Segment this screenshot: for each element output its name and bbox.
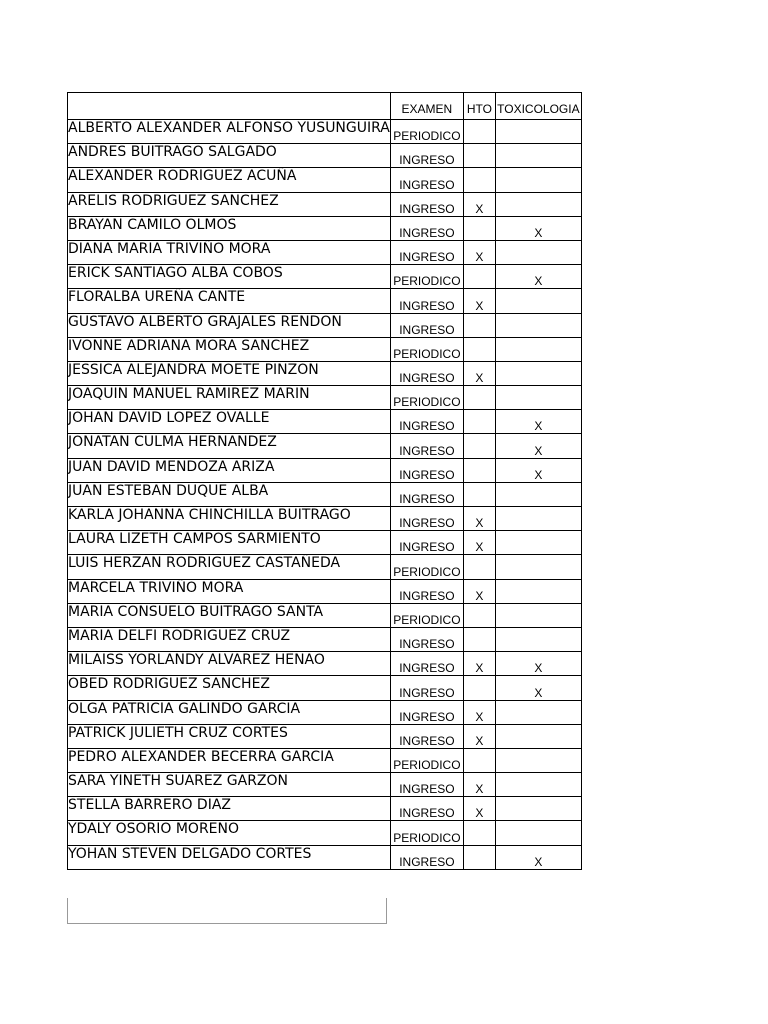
tox-cell[interactable]: X <box>495 216 581 240</box>
exam-cell[interactable]: PERIODICO <box>390 603 463 627</box>
name-cell[interactable]: LAURA LIZETH CAMPOS SARMIENTO <box>68 531 391 555</box>
name-cell[interactable]: ERICK SANTIAGO ALBA COBOS <box>68 265 391 289</box>
tox-cell[interactable] <box>495 797 581 821</box>
tox-cell[interactable] <box>495 168 581 192</box>
name-cell[interactable]: OBED RODRIGUEZ SANCHEZ <box>68 676 391 700</box>
name-cell[interactable]: LUIS HERZAN RODRIGUEZ CASTAÑEDA <box>68 555 391 579</box>
exam-cell[interactable]: INGRESO <box>390 192 463 216</box>
table-row <box>68 240 582 264</box>
table-row <box>68 434 582 458</box>
name-cell[interactable]: IVONNE ADRIANA MORA SANCHEZ <box>68 337 391 361</box>
tox-cell[interactable] <box>495 120 581 144</box>
table-row <box>68 361 582 385</box>
tox-cell[interactable] <box>495 313 581 337</box>
hto-cell[interactable] <box>463 337 495 361</box>
exam-cell[interactable]: INGRESO <box>390 313 463 337</box>
tox-cell[interactable] <box>495 337 581 361</box>
tox-cell[interactable]: X <box>495 434 581 458</box>
hto-cell[interactable] <box>463 434 495 458</box>
name-cell[interactable]: YOHAN STEVEN DELGADO CORTES <box>68 845 391 869</box>
table-row <box>68 337 582 361</box>
tox-cell[interactable]: X <box>495 676 581 700</box>
hto-cell[interactable] <box>463 458 495 482</box>
name-cell[interactable]: STELLA BARRERO DIAZ <box>68 797 391 821</box>
exam-cell[interactable]: INGRESO <box>390 216 463 240</box>
table-row <box>68 676 582 700</box>
table-row <box>68 627 582 651</box>
hto-cell[interactable] <box>463 313 495 337</box>
hto-cell[interactable]: X <box>463 579 495 603</box>
exam-cell[interactable]: PERIODICO <box>390 337 463 361</box>
header-tox-cell[interactable]: TOXICOLOGIA <box>495 93 581 120</box>
name-cell[interactable]: MILAISS YORLANDY ALVAREZ HENAO <box>68 652 391 676</box>
table-row <box>68 724 582 748</box>
tox-cell[interactable] <box>495 627 581 651</box>
exam-cell[interactable]: INGRESO <box>390 676 463 700</box>
exam-cell[interactable]: PERIODICO <box>390 555 463 579</box>
header-hto-cell[interactable]: HTO <box>463 93 495 120</box>
exam-cell[interactable]: INGRESO <box>390 700 463 724</box>
table-row <box>68 289 582 313</box>
table-row <box>68 482 582 506</box>
hto-cell[interactable] <box>463 627 495 651</box>
name-cell[interactable]: KARLA JOHANNA CHINCHILLA BUITRAGO <box>68 507 391 531</box>
hto-cell[interactable]: X <box>463 724 495 748</box>
name-cell[interactable]: FLORALBA UREÑA CANTE <box>68 289 391 313</box>
name-cell[interactable]: MARCELA TRIVIÑO MORA <box>68 579 391 603</box>
tox-cell[interactable]: X <box>495 410 581 434</box>
hto-cell[interactable] <box>463 168 495 192</box>
exam-cell[interactable]: INGRESO <box>390 652 463 676</box>
table-row <box>68 773 582 797</box>
table-row <box>68 120 582 144</box>
hto-cell[interactable]: X <box>463 289 495 313</box>
tox-cell[interactable] <box>495 821 581 845</box>
tox-cell[interactable]: X <box>495 652 581 676</box>
exam-cell[interactable]: PERIODICO <box>390 821 463 845</box>
hto-cell[interactable] <box>463 821 495 845</box>
table-row <box>68 845 582 869</box>
name-cell[interactable]: JUAN DAVID MENDOZA ARIZA <box>68 458 391 482</box>
table-row <box>68 603 582 627</box>
hto-cell[interactable] <box>463 555 495 579</box>
tox-cell[interactable]: X <box>495 458 581 482</box>
tox-cell[interactable] <box>495 603 581 627</box>
exam-cell[interactable]: INGRESO <box>390 845 463 869</box>
tox-cell[interactable] <box>495 386 581 410</box>
exam-cell[interactable]: PERIODICO <box>390 748 463 772</box>
name-cell[interactable]: JONATAN CULMA HERNANDEZ <box>68 434 391 458</box>
tox-cell[interactable] <box>495 724 581 748</box>
table-row <box>68 410 582 434</box>
hto-cell[interactable]: X <box>463 700 495 724</box>
exam-table-body <box>68 93 582 870</box>
table-row <box>68 144 582 168</box>
name-cell[interactable]: ALEXANDER RODRIGUEZ ACUÑA <box>68 168 391 192</box>
tox-cell[interactable] <box>495 289 581 313</box>
hto-cell[interactable]: X <box>463 652 495 676</box>
name-cell[interactable]: MARIA CONSUELO BUITRAGO SANTA <box>68 603 391 627</box>
hto-cell[interactable] <box>463 265 495 289</box>
exam-cell[interactable]: INGRESO <box>390 289 463 313</box>
exam-cell[interactable]: INGRESO <box>390 531 463 555</box>
hto-cell[interactable] <box>463 144 495 168</box>
tox-cell[interactable] <box>495 579 581 603</box>
hto-cell[interactable] <box>463 386 495 410</box>
exam-cell[interactable]: INGRESO <box>390 773 463 797</box>
table-row <box>68 313 582 337</box>
hto-cell[interactable] <box>463 410 495 434</box>
tox-cell[interactable] <box>495 192 581 216</box>
table-row <box>68 700 582 724</box>
name-cell[interactable]: MARIA DELFI RODRIGUEZ CRUZ <box>68 627 391 651</box>
exam-cell[interactable]: PERIODICO <box>390 120 463 144</box>
table-row <box>68 531 582 555</box>
tox-cell[interactable]: X <box>495 845 581 869</box>
table-row <box>68 265 582 289</box>
hto-cell[interactable] <box>463 216 495 240</box>
table-row <box>68 797 582 821</box>
exam-cell[interactable]: INGRESO <box>390 144 463 168</box>
name-cell[interactable]: ARELIS RODRIGUEZ SANCHEZ <box>68 192 391 216</box>
table-row <box>68 821 582 845</box>
name-cell[interactable]: YDALY OSORIO MORENO <box>68 821 391 845</box>
table-row <box>68 555 582 579</box>
exam-cell[interactable]: INGRESO <box>390 482 463 506</box>
hto-cell[interactable] <box>463 482 495 506</box>
table-row <box>68 216 582 240</box>
exam-cell[interactable]: PERIODICO <box>390 265 463 289</box>
tox-cell[interactable] <box>495 482 581 506</box>
header-exam-cell[interactable]: EXAMEN <box>390 93 463 120</box>
hto-cell[interactable] <box>463 120 495 144</box>
name-cell[interactable]: PATRICK JULIETH CRUZ CORTES <box>68 724 391 748</box>
name-cell[interactable]: JESSICA ALEJANDRA MOETE PINZON <box>68 361 391 385</box>
exam-cell[interactable]: INGRESO <box>390 168 463 192</box>
name-cell[interactable]: DIANA MARIA TRIVIÑO MORA <box>68 240 391 264</box>
hto-cell[interactable] <box>463 676 495 700</box>
name-cell[interactable]: JOHAN DAVID LOPEZ OVALLE <box>68 410 391 434</box>
name-cell[interactable]: PEDRO ALEXANDER BECERRA GARCIA <box>68 748 391 772</box>
hto-cell[interactable] <box>463 603 495 627</box>
table-row <box>68 192 582 216</box>
tox-cell[interactable] <box>495 700 581 724</box>
exam-cell[interactable]: INGRESO <box>390 797 463 821</box>
tox-cell[interactable]: X <box>495 265 581 289</box>
exam-cell[interactable]: INGRESO <box>390 579 463 603</box>
tox-cell[interactable] <box>495 748 581 772</box>
table-row <box>68 579 582 603</box>
table-row <box>68 507 582 531</box>
tox-cell[interactable] <box>495 144 581 168</box>
table-row <box>68 168 582 192</box>
hto-cell[interactable] <box>463 845 495 869</box>
name-cell[interactable]: ANDRES BUITRAGO SALGADO <box>68 144 391 168</box>
tox-cell[interactable] <box>495 773 581 797</box>
name-cell[interactable]: JOAQUIN MANUEL RAMIREZ MARIN <box>68 386 391 410</box>
exam-cell[interactable]: INGRESO <box>390 434 463 458</box>
hto-cell[interactable]: X <box>463 773 495 797</box>
hto-cell[interactable]: X <box>463 507 495 531</box>
exam-cell[interactable]: INGRESO <box>390 724 463 748</box>
hto-cell[interactable]: X <box>463 192 495 216</box>
hto-cell[interactable]: X <box>463 240 495 264</box>
exam-cell[interactable]: INGRESO <box>390 507 463 531</box>
exam-cell[interactable]: INGRESO <box>390 627 463 651</box>
header-row <box>68 93 582 120</box>
exam-cell[interactable]: INGRESO <box>390 458 463 482</box>
table-row <box>68 652 582 676</box>
tox-cell[interactable] <box>495 507 581 531</box>
tox-cell[interactable] <box>495 531 581 555</box>
empty-trailing-cell[interactable] <box>67 898 387 924</box>
exam-cell[interactable]: PERIODICO <box>390 386 463 410</box>
hto-cell[interactable]: X <box>463 361 495 385</box>
table-row <box>68 458 582 482</box>
hto-cell[interactable]: X <box>463 531 495 555</box>
table-row <box>68 748 582 772</box>
name-cell[interactable]: OLGA PATRICIA GALINDO GARCIA <box>68 700 391 724</box>
exam-cell[interactable]: INGRESO <box>390 410 463 434</box>
exam-cell[interactable]: INGRESO <box>390 361 463 385</box>
name-cell[interactable]: GUSTAVO ALBERTO GRAJALES RENDON <box>68 313 391 337</box>
table-row <box>68 386 582 410</box>
name-cell[interactable]: JUAN ESTEBAN DUQUE ALBA <box>68 482 391 506</box>
exam-table <box>67 92 582 870</box>
name-cell[interactable]: SARA YINETH SUAREZ GARZON <box>68 773 391 797</box>
tox-cell[interactable] <box>495 361 581 385</box>
exam-cell[interactable]: INGRESO <box>390 240 463 264</box>
header-name-cell[interactable] <box>68 93 391 120</box>
hto-cell[interactable] <box>463 748 495 772</box>
name-cell[interactable]: BRAYAN CAMILO OLMOS <box>68 216 391 240</box>
hto-cell[interactable]: X <box>463 797 495 821</box>
tox-cell[interactable] <box>495 555 581 579</box>
tox-cell[interactable] <box>495 240 581 264</box>
name-cell[interactable]: ALBERTO ALEXANDER ALFONSO YUSUNGUIRA <box>68 120 391 144</box>
